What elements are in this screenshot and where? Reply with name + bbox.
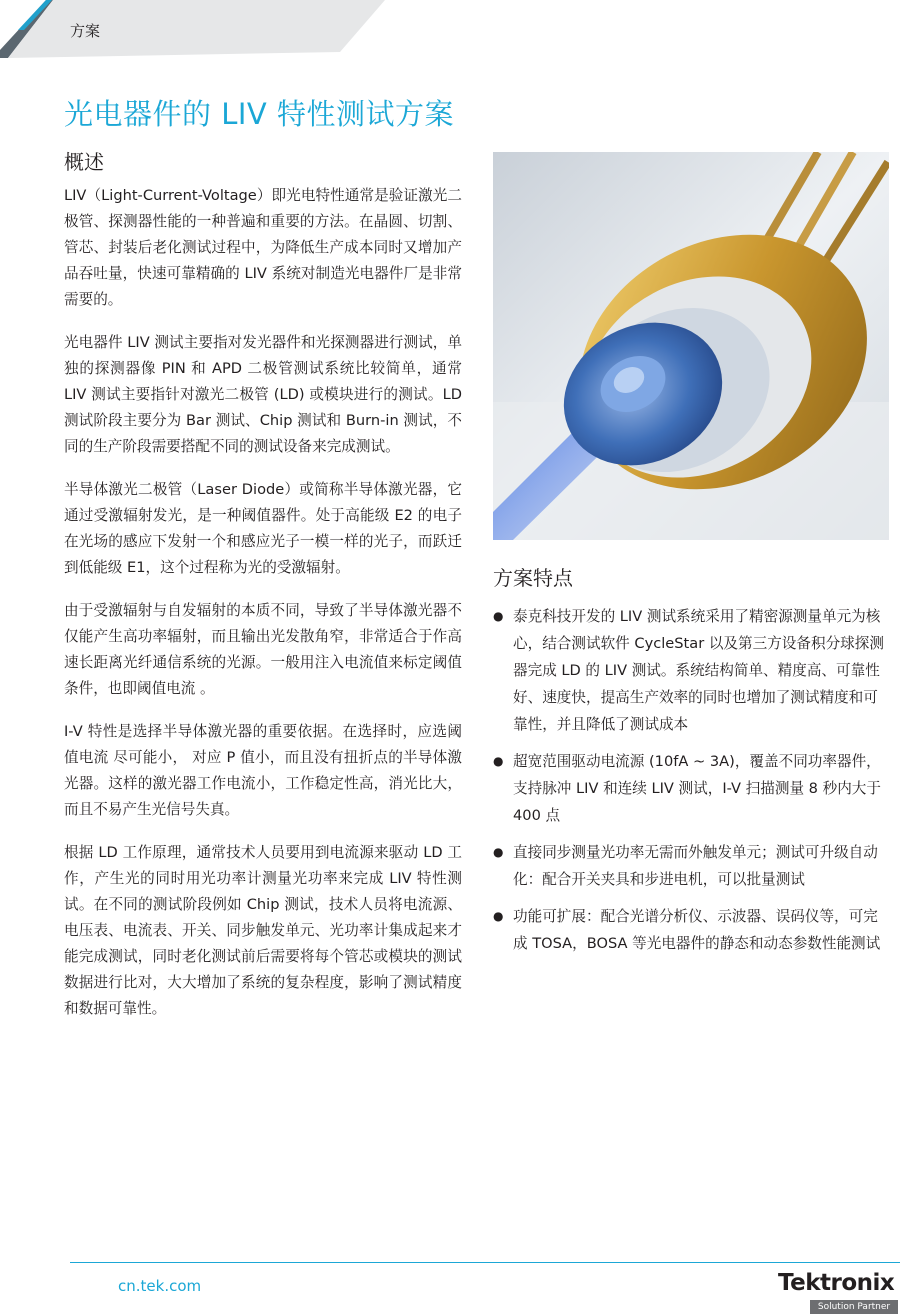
footer-divider [70,1262,900,1263]
logo-tagline: Solution Partner [810,1300,898,1314]
header-band [0,0,900,58]
feature-text: 超宽范围驱动电流源 (10fA ~ 3A)，覆盖不同功率器件，支持脉冲 LIV 和连续 LIV 测试，I-V 扫描测量 8 秒内大于 400 点 [513,753,881,824]
laser-diode-illustration [493,152,889,540]
feature-item [493,748,891,829]
header-tab-shape [0,0,900,58]
bullet-icon: ● [493,609,504,623]
tektronix-logo [778,1270,898,1314]
features-section [493,562,891,967]
overview-paragraph: 根据 LD 工作原理，通常技术人员要用到电流源来驱动 LD 工作，产生光的同时用光功率计测量光功率来完成 LIV 特性测试。在不同的测试阶段例如 Chip 测试，技术人员将电流源、电压表、电流表、开关、同步触发单元、光功率计集成起来才能完成测试，同时老化测试前后需要将每个管芯或模块的测试数据进行比对，大大增加了系统的复杂程度，影响了测试精度和数据可靠性。 [64,844,462,1017]
features-heading: 方案特点 [493,566,573,590]
feature-item [493,903,891,957]
website-link[interactable]: cn.tek.com [118,1277,202,1295]
feature-text: 泰克科技开发的 LIV 测试系统采用了精密源测量单元为核心，结合测试软件 CycleStar 以及第三方设备积分球探测器完成 LD 的 LIV 测试。系统结构简单、精度高、可靠性好、速度快，提高生产效率的同时也增加了测试精度和可靠性，并且降低了测试成本 [513,608,884,733]
bullet-icon: ● [493,845,504,859]
bullet-icon: ● [493,754,504,768]
feature-item [493,839,891,893]
overview-paragraph: LIV（Light-Current-Voltage）即光电特性通常是验证激光二极管、探测器性能的一种普遍和重要的方法。在晶圆、切割、管芯、封装后老化测试过程中，为降低生产成本同时又增加产品吞吐量，快速可靠精确的 LIV 系统对制造光电器件厂是非常需要的。 [64,187,462,308]
features-list [493,603,891,957]
header-label: 方案 [70,22,101,40]
bullet-icon: ● [493,909,504,923]
overview-section [64,146,462,1039]
page-title: 光电器件的 LIV 特性测试方案 [64,97,454,131]
overview-paragraph: I-V 特性是选择半导体激光器的重要依据。在选择时，应选阈值电流 尽可能小， 对应 P 值小，而且没有扭折点的半导体激光器。这样的激光器工作电流小，工作稳定性高，消光比大，而且不易产生光信号失真。 [64,723,462,818]
laser-diode-photo [493,152,889,540]
feature-text: 功能可扩展：配合光谱分析仪、示波器、误码仪等，可完成 TOSA，BOSA 等光电器件的静态和动态参数性能测试 [513,908,881,952]
feature-item [493,603,891,738]
overview-paragraph: 半导体激光二极管（Laser Diode）或简称半导体激光器，它通过受激辐射发光，是一种阈值器件。处于高能级 E2 的电子在光场的感应下发射一个和感应光子一模一样的光子，而跃迁到低能级 E1，这个过程称为光的受激辐射。 [64,481,462,576]
feature-text: 直接同步测量光功率无需而外触发单元；测试可升级自动化：配合开关夹具和步进电机，可以批量测试 [513,844,878,888]
overview-paragraph: 由于受激辐射与自发辐射的本质不同，导致了半导体激光器不仅能产生高功率辐射，而且输出光发散角窄，非常适合于作高速长距离光纤通信系统的光源。一般用注入电流值来标定阈值条件，也即阈值电流 。 [64,602,462,697]
logo-wordmark: Tektronix [778,1270,895,1296]
overview-heading: 概述 [64,150,104,174]
overview-paragraph: 光电器件 LIV 测试主要指对发光器件和光探测器进行测试，单独的探测器像 PIN 和 APD 二极管测试系统比较简单，通常 LIV 测试主要指针对激光二极管 (LD) 或模块进行的测试。LD 测试阶段主要分为 Bar 测试、Chip 测试和 Burn-in 测试，不同的生产阶段需要搭配不同的测试设备来完成测试。 [64,334,462,455]
